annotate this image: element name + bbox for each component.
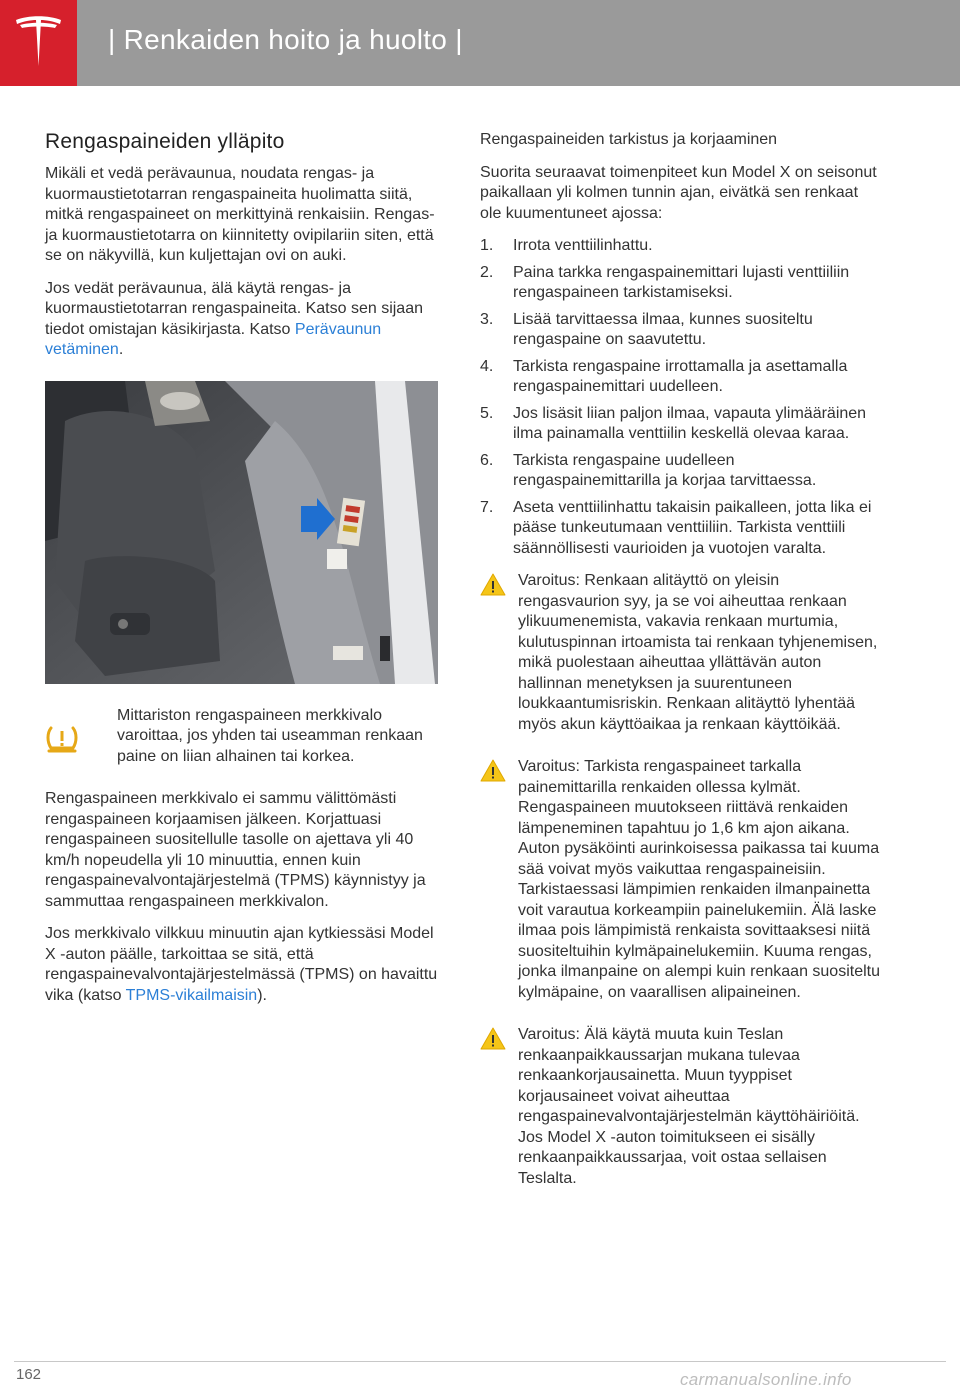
paragraph-trailer: Jos vedät perävaunua, älä käytä rengas- ja kuormaustietotarran rengaspaineita. Katso sen sijaan tiedot omistajan käsikirjasta. Katso Perävaunun vetäminen. (45, 279, 423, 358)
door-pillar-label-photo (45, 381, 438, 684)
procedure-steps (480, 236, 880, 559)
list-item: 4. Tarkista rengaspaine irrottamalla ja asettamalla rengaspainemittari uudelleen. (480, 357, 848, 395)
warning-underinflation (480, 571, 880, 735)
link-trailer-towing[interactable]: Perävaunun vetäminen (45, 320, 382, 358)
tpms-indicator-note (45, 706, 440, 768)
footer-divider (14, 1361, 946, 1362)
list-item: 6. Tarkista rengaspaine uudelleen rengaspainemittarilla ja korjaa tarvittaessa. (480, 451, 817, 489)
link-tpms-malfunction[interactable]: TPMS-vikailmaisin (125, 986, 258, 1004)
list-item: 1. Irrota venttiilinhattu. (480, 237, 653, 254)
page-number: 162 (16, 1366, 42, 1383)
warning-text: Varoitus: Renkaan alitäyttö on yleisin rengasvaurion syy, ja se voi aiheuttaa renkaan ylikuumenemista, vakavia renkaan murtumia, kulutuspinnan irtoamista tai renkaan tyhjenemisen, mikä puolestaan aiheuttaa yllättävän auton hallinnan menetyksen ja suurentuneen loukkaantumisriskin. Renkaan alitäyttö lyhentää myös akun käyttöaikaa ja renkaan käyttöikää. (518, 572, 878, 733)
tpms-warning-icon (45, 706, 117, 759)
list-item: 2. Paina tarkka rengaspainemittari lujasti venttiiliin rengaspaineen tarkistamiseksi. (480, 263, 850, 301)
warning-text: Varoitus: Älä käytä muuta kuin Teslan renkaanpaikkaussarjan mukana tulevaa renkaankorjausainetta. Muun tyyppiset korjausaineet voivat aiheuttaa rengaspainevalvontajärjestelmän käyttöhäiriöitä. Jos Model X -auton toimitukseen ei sisälly renkaanpaikkaussarjaa, voit ostaa sellaisen Teslalta. (518, 1026, 860, 1187)
tesla-logo-icon (14, 16, 63, 70)
warning-sealant (480, 1025, 880, 1189)
watermark: carmanualsonline.info (680, 1370, 852, 1389)
indicator-description: Mittariston rengaspaineen merkkivalo varoittaa, jos yhden tai useamman renkaan paine on liian alhainen tai korkea. (117, 706, 423, 765)
section-title: | Renkaiden hoito ja huolto | (108, 24, 463, 55)
subheading-check-correct: Rengaspaineiden tarkistus ja korjaaminen (480, 131, 778, 148)
warning-triangle-icon (480, 757, 518, 787)
left-column (45, 130, 440, 1018)
tesla-logo (0, 0, 77, 86)
page-header (0, 0, 960, 86)
paragraph-indicator-flash: Jos merkkivalo vilkkuu minuutin ajan kytkiessäsi Model X -auton päälle, tarkoittaa se sitä, että rengaspainevalvontajärjestelmässä (TPMS) on havaittu vika (katso TPMS-vikailmaisin). (45, 925, 438, 1004)
warning-triangle-icon (480, 571, 518, 601)
list-item: 5. Jos lisäsit liian paljon ilmaa, vapauta ylimääräinen ilma painamalla venttiilin keskellä olevaa karaa. (480, 404, 867, 442)
right-column (480, 130, 880, 1211)
warning-triangle-icon (480, 1025, 518, 1055)
warning-text: Varoitus: Tarkista rengaspaineet tarkalla painemittarilla renkaiden ollessa kylmät. Rengaspaineen muutokseen riittävä renkaiden lämpeneminen tapahtuu jo 1,6 km ajon aikana. Auton pysäköinti aurinkoisessa paikassa tai kuuma sää voivat myös vaikuttaa rengaspaineisiin. Tarkistaessasi lämpimien renkaiden ilmanpainetta voit varautua korkeampiin painelukemiin. Älä laske ilmaa pois lämpimistä renkaista sovittaaksesi niitä suositeltuihin kylmäpainelukemiin. Kuuma rengas, jonka ilmanpaine on alempi kuin renkaan suositeltu kylmäpaine, on vaarallisen alipaineinen. (518, 758, 880, 1001)
paragraph-tyre-label: Mikäli et vedä perävaunua, noudata rengas- ja kuormaustietotarran rengaspaineita huolimatta siitä, mitkä rengaspaineet on merkittyinä renkaisiin. Rengas- ja kuormaustietotarra on kiinnitetty ovipilariin siten, että se on näkyvillä, kun kuljettajan ovi on auki. (45, 165, 435, 264)
paragraph-procedure-intro: Suorita seuraavat toimenpiteet kun Model X on seisonut paikallaan yli kolmen tunnin ajan, eivätkä sen renkaat ole kuumentuneet ajossa: (480, 163, 877, 222)
warning-cold-tyres (480, 757, 880, 1003)
paragraph-indicator-reset: Rengaspaineen merkkivalo ei sammu välittömästi rengaspaineen korjaamisen jälkeen. Korjattuasi rengaspaineen suositellulle tasolle on ajettava yli 40 km/h nopeudella yli 10 minuuttia, ennen kuin rengaspainevalvontajärjestelmä (TPMS) käynnistyy ja sammuttaa rengaspaineen merkkivalon. (45, 790, 426, 910)
list-item: 7. Aseta venttiilinhattu takaisin paikalleen, jotta lika ei pääse tunkeutumaan venttiiliin. Tarkista venttiili säännöllisesti vaurioiden ja vuotojen varalta. (480, 498, 872, 557)
page-heading: Rengaspaineiden ylläpito (45, 130, 285, 153)
list-item: 3. Lisää tarvittaessa ilmaa, kunnes suositeltu rengaspaine on saavutettu. (480, 310, 813, 348)
